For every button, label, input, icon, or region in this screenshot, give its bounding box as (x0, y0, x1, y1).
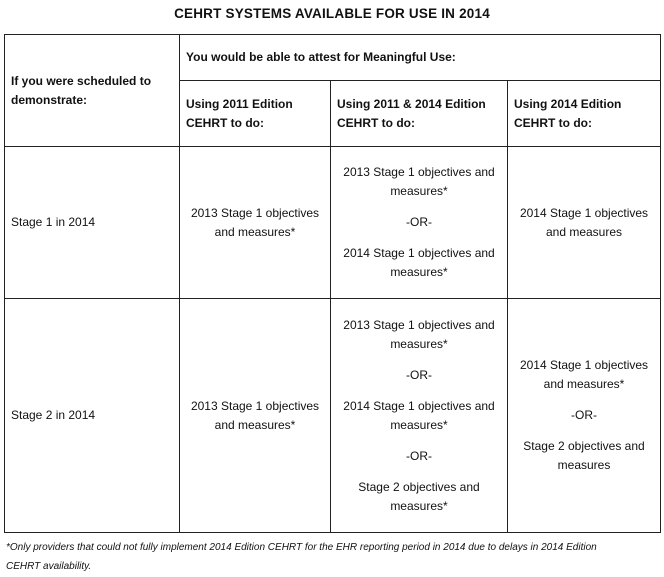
row-label-stage-1: Stage 1 in 2014 (5, 147, 180, 299)
cell-line: and measures (545, 224, 623, 239)
footnote-line-1: *Only providers that could not fully implement 2014 Edition CEHRT for the EHR reporting period in 2014 due to delays in 2014 Edition (6, 542, 597, 553)
column-header-2014-line-2: CEHRT to do: (514, 115, 592, 130)
cell-line: measures* (390, 265, 448, 279)
column-header-2011 (180, 81, 331, 147)
cell-line: 2013 Stage 1 objectives and (343, 165, 495, 179)
row-label-stage-2: Stage 2 in 2014 (5, 299, 180, 533)
cehrt-table (4, 34, 661, 533)
cell-stage-1-2011 (180, 147, 331, 299)
cell-line: 2013 Stage 1 objectives (190, 205, 320, 220)
column-header-2014-line-1: Using 2014 Edition (514, 96, 622, 111)
cell-line: and measures* (214, 224, 296, 239)
cell-stage-2-2014 (508, 299, 661, 533)
cell-line: measures* (390, 184, 448, 198)
cell-stage-2-2011 (180, 299, 331, 533)
footnote (6, 538, 660, 576)
attest-header: You would be able to attest for Meaningful Use: (180, 35, 661, 81)
cell-line: Stage 2 objectives and (358, 479, 480, 494)
cell-line: measures* (390, 417, 448, 432)
or-separator: -OR- (406, 215, 432, 229)
or-separator: -OR- (406, 367, 432, 382)
cell-line: 2014 Stage 1 objectives and (343, 398, 495, 413)
cell-stage-1-2014 (508, 147, 661, 299)
cell-line: 2014 Stage 1 objectives (519, 205, 649, 220)
cell-stage-1-2011-2014 (331, 147, 508, 299)
row-label-header (5, 35, 180, 147)
cell-line: 2013 Stage 1 objectives and (343, 317, 495, 332)
or-separator: -OR- (406, 448, 432, 463)
table-row-stage-2 (5, 299, 661, 533)
header-row-top (5, 35, 661, 81)
cell-stage-2-2011-2014 (331, 299, 508, 533)
cell-line: 2013 Stage 1 objectives (190, 398, 320, 413)
cell-line: 2014 Stage 1 objectives and (343, 246, 495, 260)
column-header-2011-line-2: CEHRT to do: (186, 115, 264, 130)
column-header-2011-line-1: Using 2011 Edition (186, 96, 293, 111)
cell-line: and measures* (214, 417, 296, 432)
cell-line: measures* (390, 336, 448, 351)
column-header-2011-2014-line-1: Using 2011 & 2014 Edition (337, 96, 486, 111)
cell-line: 2014 Stage 1 objectives (519, 358, 649, 372)
column-header-2014 (508, 81, 661, 147)
cell-line: Stage 2 objectives and (523, 439, 645, 453)
cell-line: measures* (390, 498, 448, 513)
row-label-header-line-1: If you were scheduled to (11, 73, 152, 88)
column-header-2011-2014-line-2: CEHRT to do: (337, 115, 415, 130)
row-label-header-line-2: demonstrate: (11, 92, 88, 107)
column-header-2011-2014 (331, 81, 508, 147)
table-row-stage-1 (5, 147, 661, 299)
or-separator: -OR- (571, 408, 597, 422)
page-title: CEHRT SYSTEMS AVAILABLE FOR USE IN 2014 (174, 6, 490, 21)
footnote-line-2: CEHRT availability. (6, 561, 92, 572)
cell-line: measures (557, 458, 611, 472)
cell-line: and measures* (543, 377, 625, 391)
